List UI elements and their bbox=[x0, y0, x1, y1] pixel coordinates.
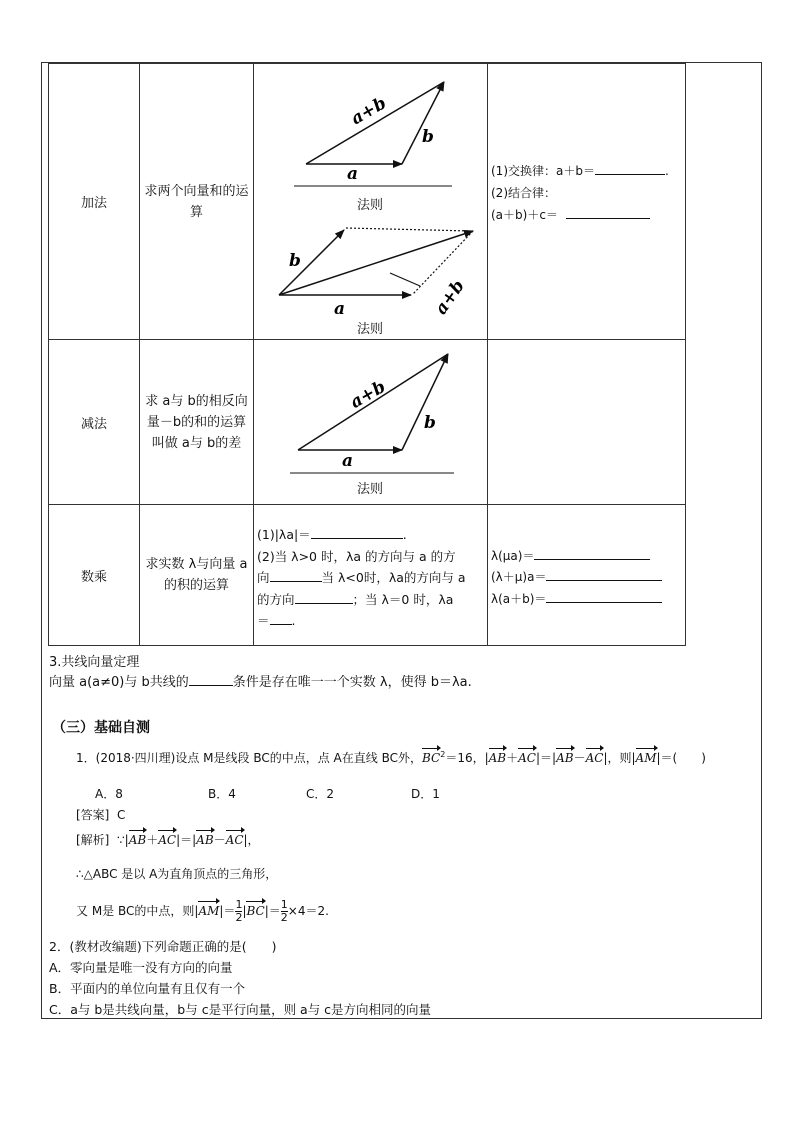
label-b-sub: b bbox=[424, 413, 436, 433]
section-title: （三）基础自测 bbox=[52, 720, 150, 736]
label-a-2: a bbox=[334, 299, 346, 319]
addition-figures bbox=[254, 64, 488, 340]
op-name-scalar: 数乘 bbox=[49, 505, 140, 646]
addition-laws bbox=[488, 64, 686, 340]
fig-caption-triangle: 法则 bbox=[357, 198, 384, 213]
label-a-sub: a bbox=[342, 451, 354, 471]
label-sum: a+b bbox=[347, 93, 390, 130]
q1-option-b: B．4 bbox=[208, 787, 236, 801]
q1-analysis-2: ∴△ABC 是以 A为直角顶点的三角形， bbox=[76, 867, 278, 881]
q1-analysis-1: [解析] ∵|AB＋AC|＝|AB－AC|， bbox=[76, 833, 260, 847]
label-sum-sub: a+b bbox=[347, 376, 390, 413]
theorem-statement: 向量 a(a≠0)与 b共线的 条件是存在唯一一个实数 λ，使得 b＝λa. bbox=[49, 675, 472, 690]
op-definition-scalar: 求实数 λ与向量 a 的积的运算 bbox=[140, 505, 254, 646]
fig-caption-parallelogram: 法则 bbox=[357, 322, 384, 337]
op-definition-subtraction: 求 a与 b的相反向量－b的和的运算叫做 a与 b的差 bbox=[140, 340, 254, 505]
theorem-title: 3.共线向量定理 bbox=[49, 655, 140, 670]
vector-sum-arrow-2 bbox=[279, 231, 473, 295]
fig-caption-subtraction: 法则 bbox=[357, 482, 384, 497]
subtraction-laws-empty bbox=[488, 340, 686, 505]
question-1-stem: 1．(2018·四川理)设点 M是线段 BC的中点，点 A在直线 BC外，$BC^2=16$，|AB＋AC|＝|AB－AC|，则|AM|＝( ) bbox=[76, 750, 706, 765]
associative-law: (a＋b)＋c＝ bbox=[491, 206, 650, 223]
q2-option-c: C．a与 b是共线向量，b与 c是平行向量，则 a与 c是方向相同的向量 bbox=[49, 1002, 432, 1017]
scalar-rules: (1)|λa|＝ . (2)当 λ>0 时，λa 的方向与 a 的方 向 当 λ<0时，λa的方向与 a 的方向 ；当 λ＝0 时，λa ＝ . bbox=[254, 505, 488, 646]
q1-option-d: D．1 bbox=[411, 787, 440, 801]
associative-law-title: (2)结合律： bbox=[491, 186, 556, 200]
q2-option-a: A．零向量是唯一没有方向的向量 bbox=[49, 960, 233, 975]
label-b: b bbox=[422, 127, 434, 147]
op-name-addition: 加法 bbox=[49, 64, 140, 340]
commutative-law: (1)交换律：a＋b＝ . bbox=[491, 164, 669, 178]
q1-option-a: A．8 bbox=[95, 787, 123, 801]
q1-answer: [答案] C bbox=[76, 808, 126, 822]
op-definition-addition: 求两个向量和的运算 bbox=[140, 64, 254, 340]
op-name-subtraction: 减法 bbox=[49, 340, 140, 505]
vector-operations-table bbox=[48, 63, 686, 646]
scalar-laws: λ(μa)＝ (λ＋μ)a＝ λ(a＋b)＝ bbox=[488, 505, 686, 646]
q1-option-c: C．2 bbox=[306, 787, 335, 801]
row-scalar bbox=[49, 505, 686, 646]
row-addition bbox=[49, 64, 686, 340]
subtraction-figure bbox=[254, 340, 488, 505]
question-2-stem: 2．(教材改编题)下列命题正确的是( ) bbox=[49, 939, 277, 954]
row-subtraction bbox=[49, 340, 686, 505]
q2-option-b: B．平面内的单位向量有且仅有一个 bbox=[49, 981, 246, 996]
label-a: a bbox=[347, 164, 359, 184]
q1-analysis-3: 又 M是 BC的中点，则|AM|＝ $\frac{1}{2}$ |BC|＝ $\frac{1}{2}$ ×4＝2. bbox=[76, 898, 329, 924]
label-sum-2: a+b bbox=[431, 276, 469, 319]
label-b-2: b bbox=[289, 251, 301, 271]
